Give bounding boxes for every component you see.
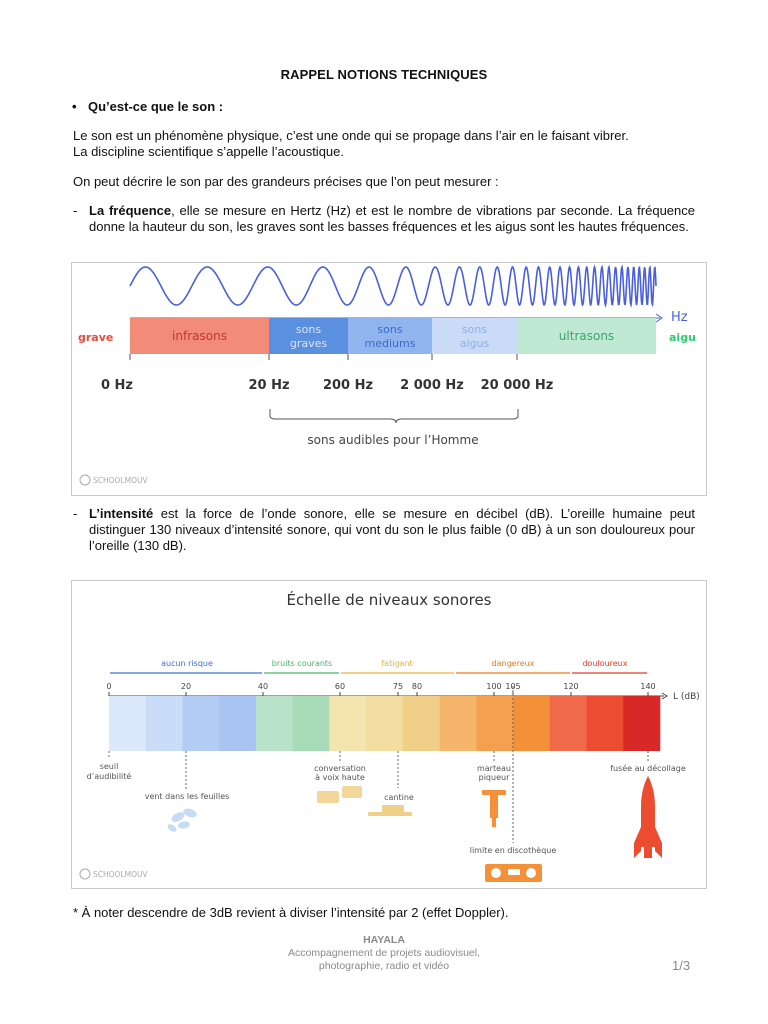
section-heading-text: Qu’est-ce que le son : [88,99,224,114]
level-segment-7 [366,696,403,751]
tick-label-2000hz: 2 000 Hz [400,378,464,393]
frequence-text: , elle se mesure en Hertz (Hz) et est le nombre de vibrations par seconde. La fréquence donne la hauteur du son, les graves sont les basses fréquences et les aigus sont les hautes fréquences. [89,203,695,234]
db-ticks [109,692,648,696]
rocket-icon [634,776,662,858]
page-title: RAPPEL NOTIONS TECHNIQUES [280,67,488,82]
intro-line-2: La discipline scientifique s’appelle l’acoustique. [73,144,345,159]
db-tick-0: 0 [106,682,112,691]
db-tick-100: 100 [486,682,502,691]
example-vent: vent dans les feuilles [144,792,230,801]
schoolmouv-watermark [80,475,148,485]
level-segment-13 [587,696,624,751]
level-segment-9 [440,696,477,751]
frequence-term: La fréquence [89,203,172,218]
bullet-marker: • [72,99,77,114]
frequency-figure [71,262,707,496]
category-label-aucun-risque: aucun risque [161,659,213,668]
dash-marker: - [73,506,78,521]
db-tick-140: 140 [640,682,656,691]
level-segment-14 [623,696,660,751]
scale-title: Échelle de niveaux sonores [286,591,492,609]
sound-wave [130,267,656,305]
band-label-ultrasons: ultrasons [558,329,615,343]
sound-level-figure [71,580,707,889]
db-tick-20: 20 [180,682,192,691]
level-segment-3 [219,696,256,751]
db-axis-label: L (dB) [673,692,700,702]
example-marteau-line1: marteau [476,764,512,773]
db-tick-75: 75 [392,682,404,691]
intro-line-1: Le son est un phénomène physique, c’est une onde qui se propage dans l’air en le faisant vibrer. [73,128,629,143]
level-segment-1 [146,696,183,751]
db-tick-105: 105 [505,682,521,691]
measure-intro: On peut décrire le son par des grandeurs précises que l’on peut mesurer : [73,174,499,189]
band-label-sons-aigus-1: sons [461,323,488,336]
level-segment-10 [476,696,513,751]
level-bar [109,696,660,751]
footer-org: HAYALA [363,934,405,946]
watermark-text: SCHOOLMOUV [93,870,148,879]
db-tick-40: 40 [257,682,269,691]
boombox-icon [485,864,542,882]
example-cantine: cantine [384,793,414,802]
level-segment-5 [293,696,330,751]
intensite-term: L’intensité [89,506,154,521]
audible-range-label: sons audibles pour l’Homme [307,433,479,447]
intensite-item [73,506,695,554]
footer-line-2: photographie, radio et vidéo [318,960,450,972]
example-conversation-line1: conversation [314,764,366,773]
level-segment-0 [109,696,146,751]
level-segment-2 [182,696,219,751]
db-tick-80: 80 [411,682,423,691]
band-label-sons-mediums-2: mediums [364,337,416,350]
example-marteau-line2: piqueur [478,773,510,782]
speech-bubbles-icon [317,786,362,803]
page-number: 1/3 [672,958,691,973]
level-segment-12 [550,696,587,751]
frequence-item [73,203,695,235]
tick-label-20000hz: 20 000 Hz [480,378,554,393]
audible-brace [270,409,518,423]
footer-line-1: Accompagnement de projets audiovisuel, [287,947,481,959]
sound-level-diagram [72,581,706,888]
category-label-douloureux: douloureux [582,659,628,668]
band-label-infrasons: infrasons [172,329,227,343]
level-segment-11 [513,696,550,751]
leaves-icon [166,807,198,833]
frequency-ticks [130,354,517,360]
grave-label: grave [78,331,114,344]
band-label-sons-aigus-2: aigus [459,337,490,350]
level-segment-6 [329,696,366,751]
band-label-sons-graves-1: sons [295,323,322,336]
example-seuil-line2: d’audibilité [86,772,132,781]
level-segment-4 [256,696,293,751]
frequency-diagram [72,263,706,495]
example-seuil-line1: seuil [99,762,119,771]
page-footer [0,934,768,973]
copyright-icon [80,475,90,485]
category-label-dangereux: dangereux [491,659,535,668]
tick-label-0hz: 0 Hz [100,378,134,393]
intro-paragraph [73,128,695,160]
db-tick-60: 60 [334,682,346,691]
example-fusee: fusée au décollage [610,764,686,773]
footnote: * À noter descendre de 3dB revient à diviser l’intensité par 2 (effet Doppler). [73,905,509,920]
tick-label-200hz: 200 Hz [322,378,374,393]
section-heading [72,99,223,114]
hz-unit-label: Hz [671,310,688,325]
copyright-icon [80,869,90,879]
tick-label-20hz: 20 Hz [248,378,290,393]
schoolmouv-watermark [80,869,148,879]
jackhammer-icon [482,790,506,827]
intensite-text: est la force de l’onde sonore, elle se mesure en décibel (dB). L’oreille humaine peut distinguer 130 niveaux d’intensité sonore, qui vont du son le plus faible (0 dB) à un son douloureux pour l’oreille (130 dB). [89,506,695,553]
category-label-fatigant: fatigant [381,659,413,668]
cantine-tray-icon [368,805,412,816]
aigu-label: aigu [669,331,696,344]
example-discotheque: limite en discothèque [469,846,557,855]
band-label-sons-graves-2: graves [289,337,328,350]
level-segment-8 [403,696,440,751]
watermark-text: SCHOOLMOUV [93,476,148,485]
band-label-sons-mediums-1: sons [377,323,403,336]
category-label-bruits-courants: bruits courants [271,659,333,668]
dash-marker: - [73,203,78,218]
example-conversation-line2: à voix haute [315,773,365,782]
db-tick-120: 120 [563,682,579,691]
frequency-bands [130,318,656,354]
